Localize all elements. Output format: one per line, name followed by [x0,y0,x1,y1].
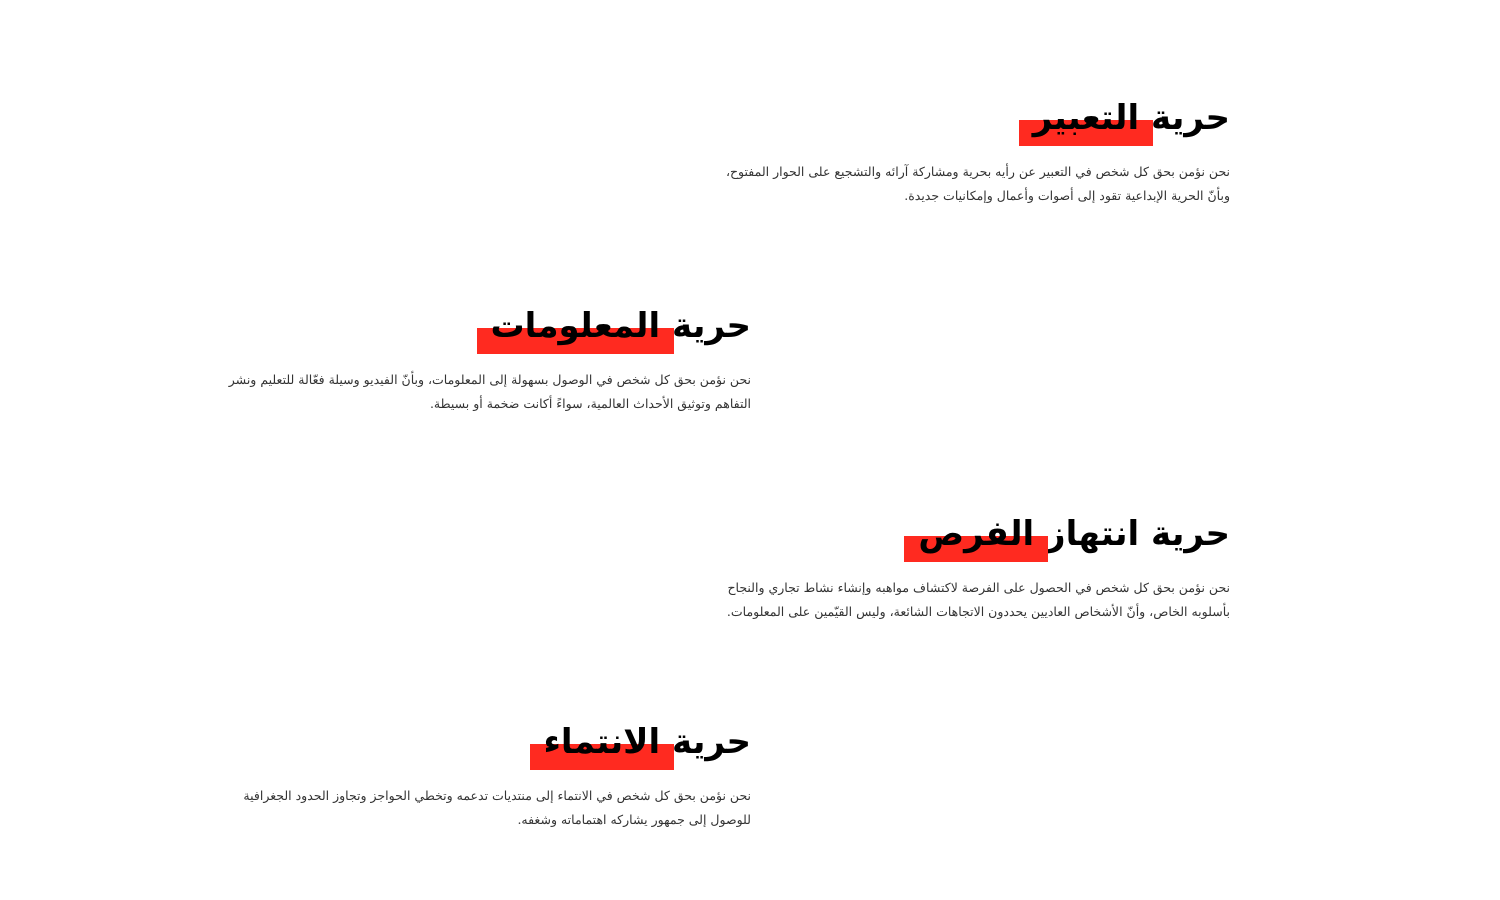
description-line: نحن نؤمن بحق كل شخص في الحصول على الفرصة لاكتشاف مواهبه وإنشاء نشاط تجاري والنجاح [727,580,1230,595]
title-highlight-word: الانتماء [543,722,661,762]
title-highlight-word: الفرص [918,514,1035,554]
title-word: حرية انتهاز [1046,514,1230,554]
section-description [228,368,751,416]
title-word: حرية [1150,98,1230,138]
title-word: حرية [671,306,751,346]
description-line: نحن نؤمن بحق كل شخص في التعبير عن رأيه بحرية ومشاركة آرائه والتشجيع على الحوار المفتوح، [725,164,1230,179]
description-line: بأسلوبه الخاص، وأنّ الأشخاص العاديين يحددون الاتجاهات الشائعة، وليس القيّمين على المعلومات. [726,604,1230,619]
title-highlight-word: المعلومات [490,306,661,346]
section-freedom-to-belong [243,720,751,832]
section-freedom-of-opportunity [726,512,1230,624]
description-line: التفاهم وتوثيق الأحداث العالمية، سواءً أكانت ضخمة أو بسيطة. [429,396,751,411]
section-description [726,576,1230,624]
section-freedom-of-information [228,304,751,416]
section-title [271,304,751,348]
description-line: للوصول إلى جمهور يشاركه اهتماماته وشغفه. [517,812,751,827]
section-title [271,720,751,764]
description-line: وبأنّ الحرية الإبداعية تقود إلى أصوات وأعمال وإمكانيات جديدة. [904,188,1230,203]
section-title [750,96,1230,140]
title-word: حرية [671,722,751,762]
section-title [750,512,1230,556]
section-freedom-of-expression [725,96,1230,208]
description-line: نحن نؤمن بحق كل شخص في الوصول بسهولة إلى المعلومات، وبأنّ الفيديو وسيلة فعّالة للتعليم ونشر [228,372,751,387]
section-description [725,160,1230,208]
description-line: نحن نؤمن بحق كل شخص في الانتماء إلى منتديات تدعمه وتخطي الحواجز وتجاوز الحدود الجغرافية [243,788,751,803]
section-description [243,784,751,832]
title-highlight-word: التعبير [1032,98,1140,138]
